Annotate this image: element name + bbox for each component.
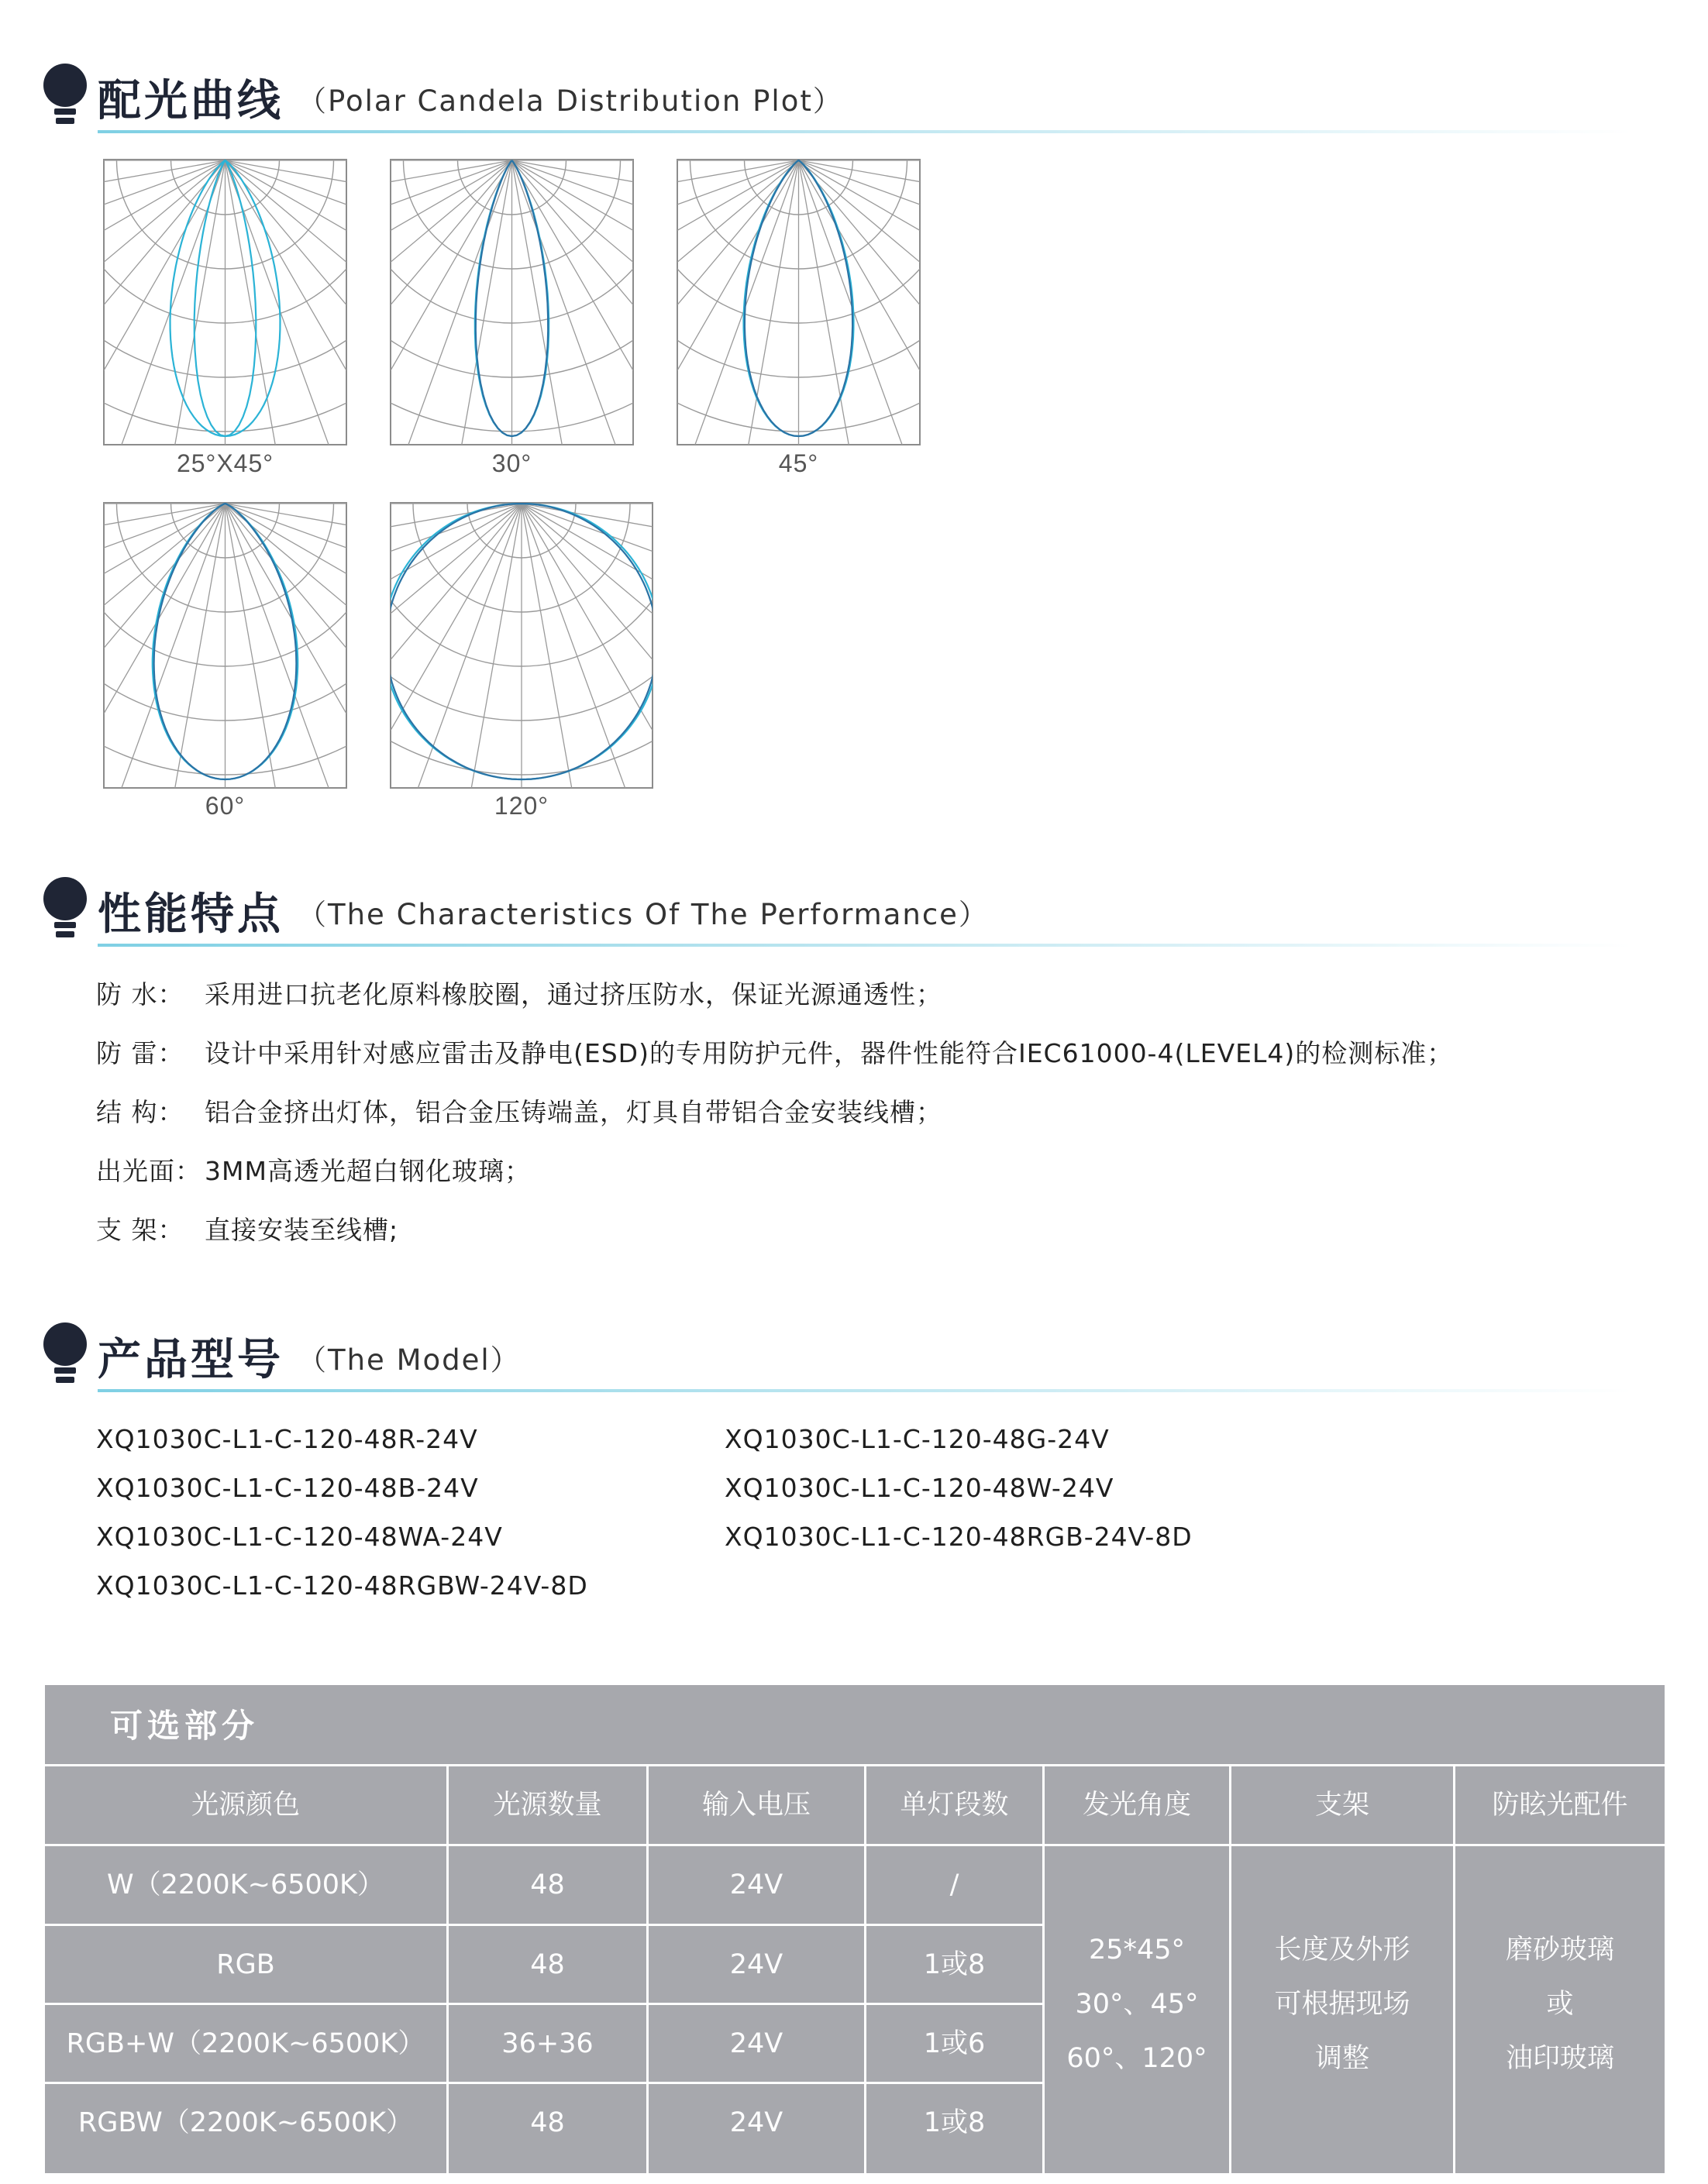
- plot-label: 60°: [205, 792, 246, 820]
- table-cell: 36+36: [449, 2005, 646, 2082]
- table-cell: 24V: [649, 2005, 864, 2082]
- table-cell: 48: [449, 1926, 646, 2003]
- grid-radial: [677, 160, 799, 445]
- grid-radial: [103, 504, 226, 789]
- grid-radial: [677, 160, 799, 445]
- feature-text: 铝合金挤出灯体，铝合金压铸端盖，灯具自带铝合金安装线槽；: [205, 1097, 942, 1127]
- feature-item: [96, 1092, 942, 1129]
- grid-radial: [226, 504, 348, 789]
- grid-radial: [103, 160, 226, 445]
- table-cell: 24V: [649, 1926, 864, 2003]
- section-subtitle: （Polar Candela Distribution Plot）: [298, 84, 843, 118]
- section-header-features: [42, 875, 1631, 953]
- grid-radial: [226, 160, 348, 445]
- bracket-line: 可根据现场: [1274, 1988, 1410, 2020]
- grid-radial: [103, 160, 226, 445]
- grid-radial: [226, 160, 348, 445]
- table-cell: 24V: [649, 1846, 864, 1924]
- section-title: 配光曲线: [98, 76, 284, 126]
- section-divider: [98, 130, 1632, 133]
- section-subtitle: （The Characteristics Of The Performance）: [298, 898, 989, 931]
- column-header: 发光角度: [1045, 1766, 1229, 1844]
- grid-radial: [390, 504, 522, 789]
- table-cell: 24V: [649, 2084, 864, 2162]
- grid-radial: [103, 504, 226, 789]
- bulb-icon: [42, 875, 88, 945]
- grid-radial: [522, 504, 653, 789]
- grid-radial: [226, 504, 348, 789]
- grid-radial: [226, 504, 348, 789]
- feature-key: 支 架：: [96, 1215, 184, 1245]
- table-cell: W（2200K~6500K）: [45, 1846, 446, 1924]
- table-cell: 48: [449, 2084, 646, 2162]
- beam-angle-cell: [1045, 1846, 1229, 2162]
- section-title: 产品型号: [98, 1335, 284, 1385]
- polar-plot: [103, 502, 347, 789]
- plot-label: 25°X45°: [176, 449, 274, 477]
- grid-radial: [522, 504, 653, 789]
- grid-radial: [799, 160, 921, 445]
- column-header: 防眩光配件: [1455, 1766, 1665, 1844]
- grid-radial: [522, 504, 653, 789]
- grid-radial: [226, 504, 348, 789]
- grid-radial: [677, 160, 799, 445]
- glare-line: 或: [1546, 1988, 1574, 2020]
- column-header: 光源颜色: [45, 1766, 446, 1844]
- plot-label: 30°: [491, 449, 532, 477]
- feature-text: 3MM高透光超白钢化玻璃；: [205, 1156, 531, 1186]
- grid-radial: [226, 504, 348, 789]
- grid-radial: [226, 504, 348, 789]
- grid-radial: [103, 504, 226, 665]
- polar-plot: [103, 159, 347, 445]
- grid-radial: [390, 504, 522, 789]
- feature-item: [96, 1151, 531, 1188]
- polar-plot: [677, 159, 921, 445]
- beam-angle-line: 25*45°: [1088, 1934, 1186, 1966]
- grid-radial: [103, 160, 226, 445]
- grid-radial: [103, 504, 226, 789]
- polar-plot: [390, 159, 634, 445]
- polar-plot: [390, 502, 653, 789]
- table-cell: 48: [449, 1846, 646, 1924]
- grid-radial: [799, 160, 921, 445]
- plot-label: 120°: [494, 792, 549, 820]
- grid-radial: [522, 504, 653, 789]
- grid-radial: [103, 504, 226, 789]
- grid-radial: [226, 160, 348, 445]
- beam-angle-line: 30°、45°: [1075, 1988, 1199, 2020]
- feature-item: [96, 1034, 1453, 1070]
- bracket-line: 长度及外形: [1274, 1934, 1410, 1966]
- grid-radial: [390, 504, 522, 789]
- feature-key: 出光面：: [96, 1156, 201, 1186]
- grid-radial: [522, 504, 653, 789]
- grid-radial: [226, 160, 348, 445]
- grid-radial: [799, 160, 921, 445]
- grid-radial: [677, 160, 798, 445]
- options-title: 可选部分: [110, 1707, 260, 1745]
- table-cell: RGB+W（2200K~6500K）: [45, 2005, 446, 2082]
- table-cell: 1或8: [866, 2084, 1042, 2162]
- grid-radial: [799, 160, 921, 445]
- grid-radial: [522, 504, 653, 789]
- grid-radial: [390, 504, 522, 789]
- options-table: [45, 1685, 1665, 2173]
- grid-radial: [103, 160, 226, 445]
- bracket-line: 调整: [1314, 2042, 1369, 2074]
- feature-key: 结 构：: [96, 1097, 184, 1127]
- model-code: XQ1030C-L1-C-120-48R-24V: [96, 1424, 478, 1454]
- table-cell: /: [866, 1846, 1042, 1924]
- grid-radial: [226, 160, 348, 445]
- table-cell: RGBW（2200K~6500K）: [45, 2084, 446, 2162]
- column-header: 输入电压: [649, 1766, 864, 1844]
- section-header-models: [42, 1321, 1631, 1398]
- bulb-icon: [42, 62, 88, 132]
- grid-radial: [226, 160, 348, 445]
- model-code: XQ1030C-L1-C-120-48B-24V: [96, 1473, 479, 1503]
- model-code: XQ1030C-L1-C-120-48WA-24V: [96, 1522, 503, 1552]
- glare-line: 磨砂玻璃: [1505, 1934, 1614, 1966]
- section-divider: [98, 1389, 1632, 1392]
- glare-accessory-cell: [1455, 1846, 1665, 2162]
- grid-radial: [226, 504, 348, 789]
- column-header: 支架: [1231, 1766, 1453, 1844]
- grid-radial: [226, 504, 348, 665]
- model-code: XQ1030C-L1-C-120-48G-24V: [725, 1424, 1110, 1454]
- grid-radial: [103, 504, 226, 789]
- feature-text: 直接安装至线槽;: [205, 1215, 399, 1245]
- grid-radial: [522, 504, 653, 789]
- table-cell: 1或8: [866, 1926, 1042, 2003]
- grid-radial: [103, 160, 226, 445]
- grid-radial: [103, 160, 226, 322]
- grid-radial: [390, 504, 522, 789]
- grid-radial: [103, 160, 226, 445]
- plot-label: 45°: [778, 449, 819, 477]
- grid-radial: [677, 160, 799, 445]
- glare-line: 油印玻璃: [1505, 2042, 1614, 2074]
- grid-radial: [390, 504, 522, 789]
- grid-radial: [799, 160, 921, 445]
- feature-item: [96, 1210, 398, 1247]
- grid-radial: [390, 160, 512, 322]
- grid-radial: [799, 160, 921, 445]
- column-header: 单灯段数: [866, 1766, 1042, 1844]
- feature-key: 防 水：: [96, 979, 184, 1009]
- beam-angle-line: 60°、120°: [1066, 2042, 1207, 2074]
- bracket-cell: [1231, 1846, 1453, 2162]
- grid-radial: [799, 160, 921, 445]
- grid-radial: [390, 504, 522, 789]
- model-code: XQ1030C-L1-C-120-48RGB-24V-8D: [725, 1522, 1193, 1552]
- section-subtitle: （The Model）: [298, 1343, 521, 1377]
- grid-radial: [226, 160, 348, 322]
- feature-text: 设计中采用针对感应雷击及静电(ESD)的专用防护元件，器件性能符合IEC61000-4(LEVEL4)的检测标准；: [205, 1038, 1454, 1068]
- table-cell: 1或6: [866, 2005, 1042, 2082]
- section-title: 性能特点: [98, 889, 284, 940]
- feature-key: 防 雷：: [96, 1038, 184, 1068]
- table-cell: RGB: [45, 1926, 446, 2003]
- grid-radial: [103, 504, 226, 789]
- grid-radial: [103, 160, 226, 445]
- grid-radial: [677, 160, 799, 445]
- grid-radial: [226, 160, 348, 445]
- model-code: XQ1030C-L1-C-120-48W-24V: [725, 1473, 1114, 1503]
- section-divider: [98, 944, 1632, 947]
- feature-text: 采用进口抗老化原料橡胶圈，通过挤压防水，保证光源通透性；: [205, 979, 942, 1009]
- bulb-icon: [42, 1321, 88, 1391]
- grid-radial: [512, 160, 635, 322]
- feature-item: [96, 975, 942, 1011]
- column-header: 光源数量: [449, 1766, 646, 1844]
- grid-radial: [677, 160, 799, 445]
- section-header-curves: [42, 62, 1631, 139]
- grid-radial: [103, 504, 226, 789]
- model-code: XQ1030C-L1-C-120-48RGBW-24V-8D: [96, 1570, 588, 1601]
